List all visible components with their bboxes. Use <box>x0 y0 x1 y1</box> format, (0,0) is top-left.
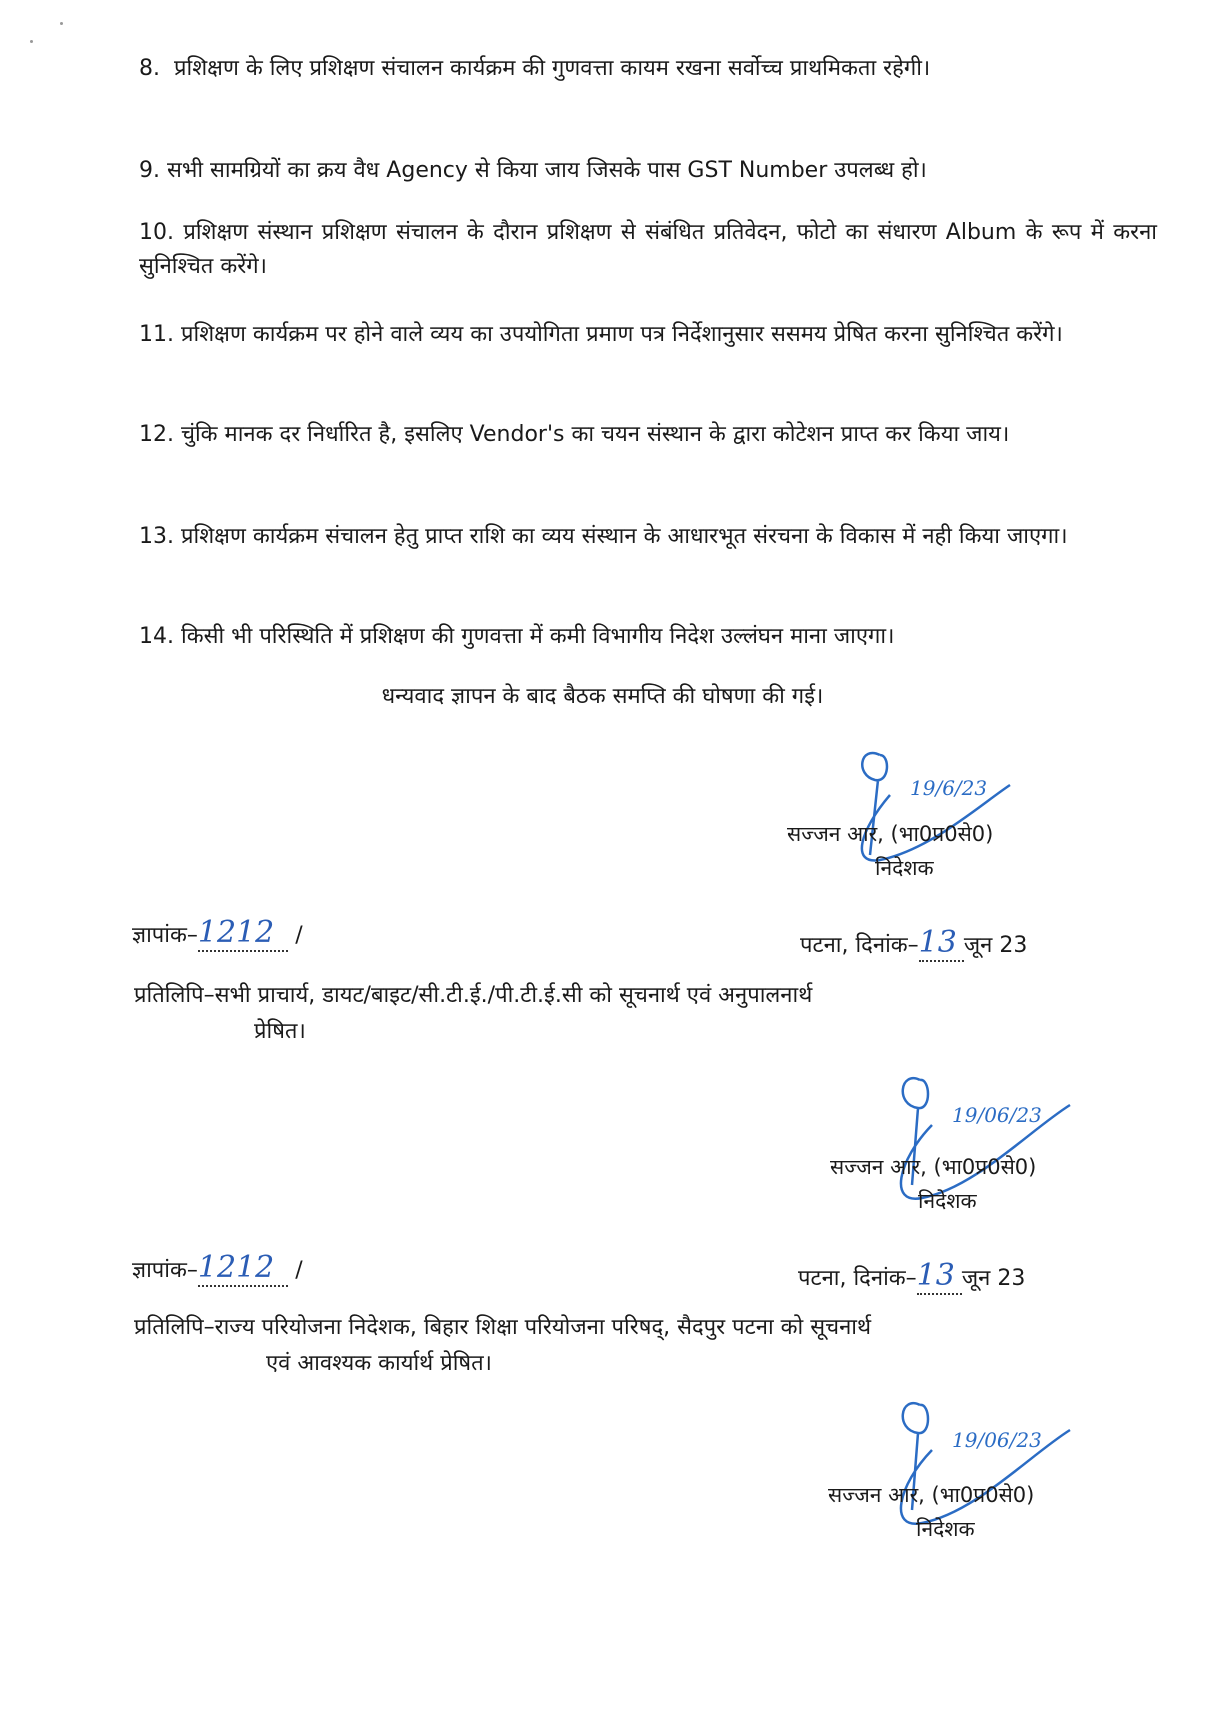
signatory-name: सज्जन आर, (भा0प्र0से0) <box>828 1483 1035 1507</box>
dateline-2: पटना, दिनांक–13 जून 23 <box>798 1258 1026 1293</box>
scan-speck <box>60 22 63 25</box>
signatory-designation: निदेशक <box>916 1517 975 1541</box>
signature-date-3: 19/06/23 <box>952 1428 1042 1452</box>
copy-recipients-2: प्रतिलिपि–राज्य परियोजना निदेशक, बिहार शिक्षा परियोजना परिषद्, सैदपुर पटना को सूचनार्थ एवं आवश्यक कार्यार्थ प्रेषित। <box>134 1315 872 1376</box>
dateline-1: पटना, दिनांक–13 जून 23 <box>800 925 1028 960</box>
memo-number-1: ज्ञापांक–1212 / <box>132 915 303 950</box>
signature-block-3 <box>828 1478 1034 1546</box>
scan-speck <box>30 40 33 43</box>
memo-number-2: ज्ञापांक–1212 / <box>132 1250 303 1285</box>
signatory-designation: निदेशक <box>875 856 934 880</box>
point-10: 10. प्रशिक्षण संस्थान प्रशिक्षण संचालन के दौरान प्रशिक्षण से संबंधित प्रतिवेदन, फोटो का संधारण Album के रूप में करना सुनिश्चित करेंगे। <box>139 220 1157 279</box>
signature-date-2: 19/06/23 <box>952 1103 1042 1127</box>
point-14: 14. किसी भी परिस्थिति में प्रशिक्षण की गुणवत्ता में कमी विभागीय निदेश उल्लंघन माना जाएगा। <box>139 624 895 649</box>
signatory-designation: निदेशक <box>918 1189 977 1213</box>
closing-line: धन्यवाद ज्ञापन के बाद बैठक समप्ति की घोषणा की गई। <box>381 684 824 709</box>
signatory-name: सज्जन आर, (भा0प्र0से0) <box>830 1155 1037 1179</box>
point-9: 9. सभी सामग्रियों का क्रय वैध Agency से किया जाय जिसके पास GST Number उपलब्ध हो। <box>139 158 927 183</box>
signature-date-1: 19/6/23 <box>910 776 988 800</box>
signatory-name: सज्जन आर, (भा0प्र0से0) <box>787 822 994 846</box>
point-11: 11. प्रशिक्षण कार्यक्रम पर होने वाले व्यय का उपयोगिता प्रमाण पत्र निर्देशानुसार ससमय प्रेषित करना सुनिश्चित करेंगे। <box>139 322 1063 347</box>
point-13: 13. प्रशिक्षण कार्यक्रम संचालन हेतु प्राप्त राशि का व्यय संस्थान के आधारभूत संरचना के विकास में नही किया जाएगा। <box>139 524 1068 549</box>
signature-block-1 <box>787 817 993 885</box>
signature-block-2 <box>830 1150 1036 1218</box>
copy-recipients-1: प्रतिलिपि–सभी प्राचार्य, डायट/बाइट/सी.टी.ई./पी.टी.ई.सी को सूचनार्थ एवं अनुपालनार्थ प्रेषित। <box>134 983 813 1044</box>
point-12: 12. चुंकि मानक दर निर्धारित है, इसलिए Vendor's का चयन संस्थान के द्वारा कोटेशन प्राप्त कर किया जाय। <box>139 422 1010 447</box>
point-8: 8. प्रशिक्षण के लिए प्रशिक्षण संचालन कार्यक्रम की गुणवत्ता कायम रखना सर्वोच्च प्राथमिकता रहेगी। <box>139 56 931 81</box>
